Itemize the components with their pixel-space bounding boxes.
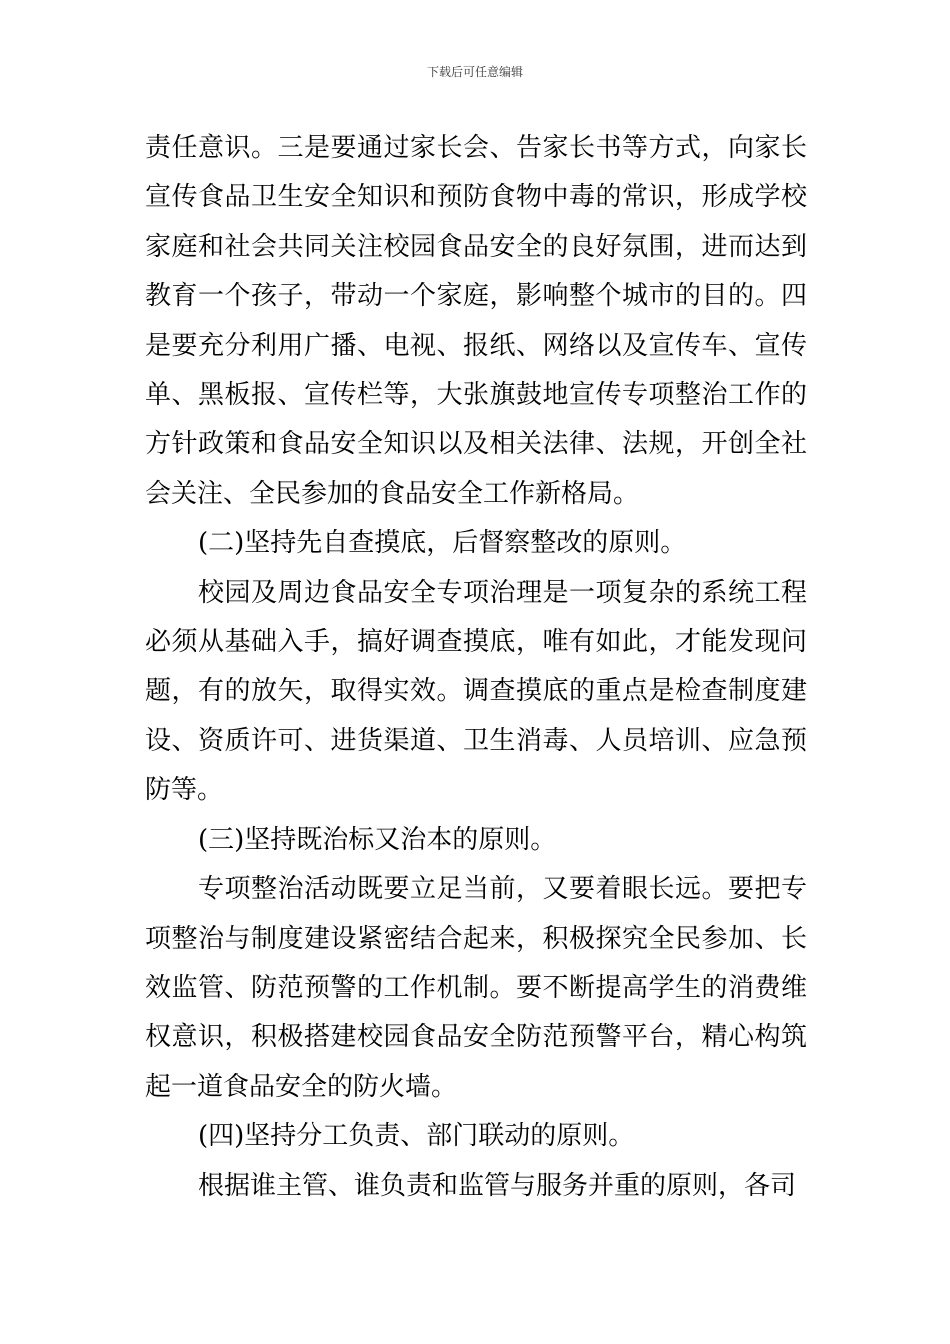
paragraph-section-4: 根据谁主管、谁负责和监管与服务并重的原则，各司 — [198, 1170, 797, 1201]
paragraph-continued: 责任意识。三是要通过家长会、告家长书等方式，向家长宣传食品卫生安全知识和预防食物中毒的常识，形成学校家庭和社会共同关注校园食品安全的良好氛围，进而达到教育一个孩子，带动一个家庭，影响整个城市的目的。四是要充分利用广播、电视、报纸、网络以及宣传车、宣传单、黑板报、宣传栏等，大张旗鼓地宣传专项整治工作的方针政策和食品安全知识以及相关法律、法规，开创全社会关注、全民参加的食品安全工作新格局。 — [145, 133, 807, 509]
document-body — [145, 124, 807, 1211]
section-heading-3: (三)坚持既治标又治本的原则。 — [198, 824, 557, 855]
paragraph-section-3: 专项整治活动既要立足当前，又要着眼长远。要把专项整治与制度建设紧密结合起来，积极探究全民参加、长效监管、防范预警的工作机制。要不断提高学生的消费维权意识，积极搭建校园食品安全防范预警平台，精心构筑起一道食品安全的防火墙。 — [145, 874, 807, 1102]
section-heading-2: (二)坚持先自查摸底，后督察整改的原则。 — [198, 528, 687, 559]
section-heading-4: (四)坚持分工负责、部门联动的原则。 — [198, 1121, 635, 1152]
paragraph-section-2: 校园及周边食品安全专项治理是一项复杂的系统工程必须从基础入手，搞好调查摸底，唯有如此，才能发现问题，有的放矢，取得实效。调查摸底的重点是检查制度建设、资质许可、进货渠道、卫生消毒、人员培训、应急预防等。 — [145, 577, 807, 806]
page-header-note: 下载后可任意编辑 — [426, 65, 523, 79]
